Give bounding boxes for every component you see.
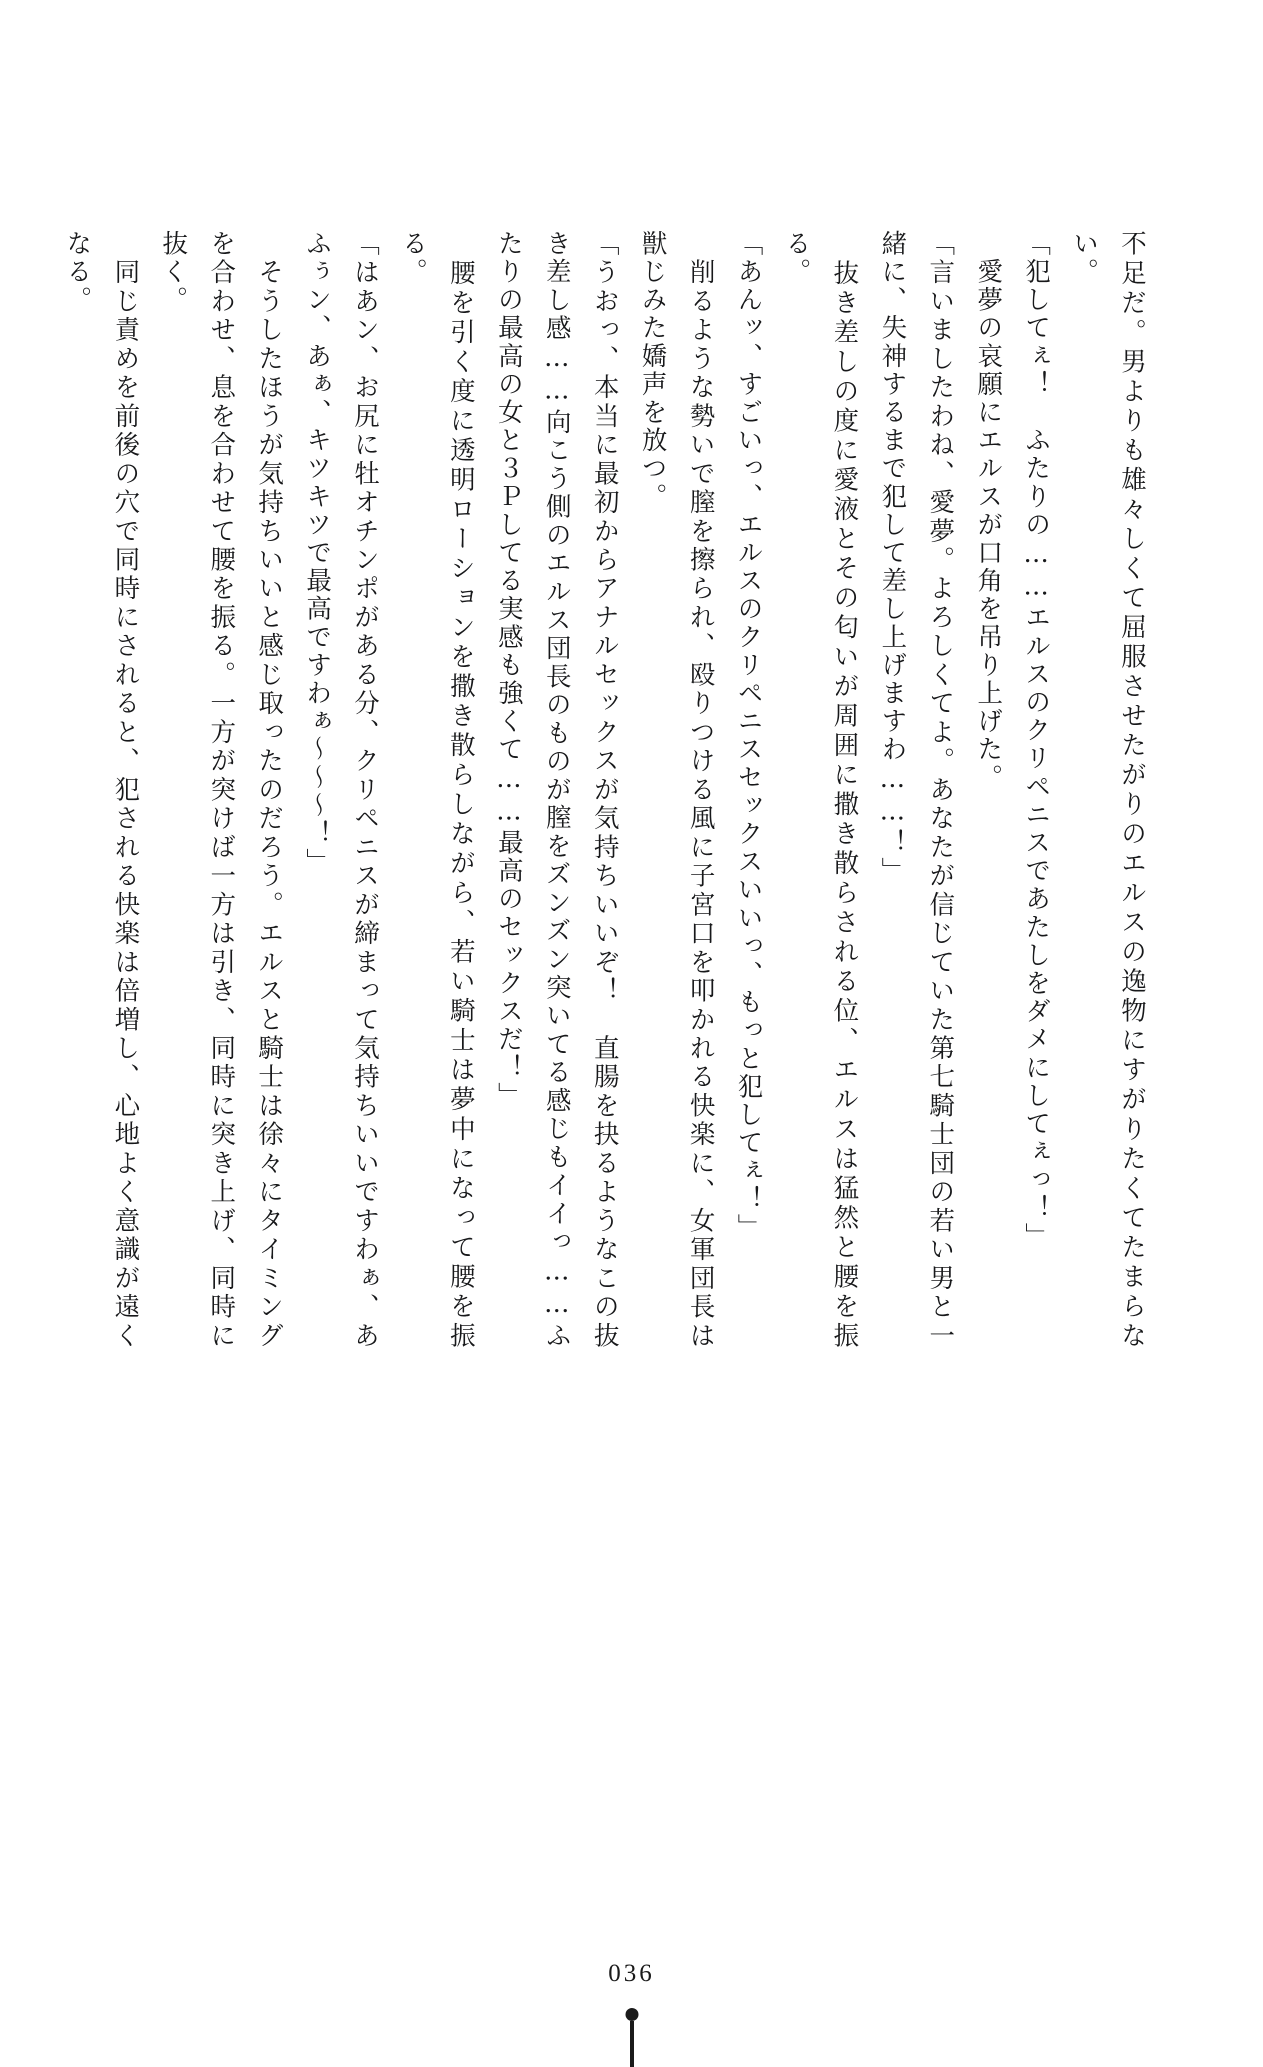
paragraph: 同じ責めを前後の穴で同時にされると、犯される快楽は倍増し、心地よく意識が遠くなる。 — [62, 230, 141, 1350]
paragraph: 「犯してぇ！ ふたりの……エルスのクリペニスであたしをダメにしてぇっ！」 — [1021, 230, 1052, 1251]
paragraph: 削るような勢いで膣を擦られ、殴りつける風に子宮口を叩かれる快楽に、女軍団長は獣じみた嬌声を放つ。 — [637, 230, 716, 1350]
paragraph: 腰を引く度に透明ローションを撒き散らしながら、若い騎士は夢中になって腰を振る。 — [397, 230, 476, 1350]
paragraph: 「言いましたわね、愛夢。よろしくてよ。あなたが信じていた第七騎士団の若い男と一緒に、失神するまで犯して差し上げますわ……！」 — [877, 230, 956, 1350]
folio-ornament — [624, 2008, 640, 2066]
page-text-body — [62, 230, 1155, 1350]
paragraph: そうしたほうが気持ちいいと感じ取ったのだろう。エルスと騎士は徐々にタイミングを合わせ、息を合わせて腰を振る。一方が突けば一方は引き、同時に突き上げ、同時に抜く。 — [158, 230, 285, 1350]
paragraph: 「はあン、お尻に牡オチンポがある分、クリペニスが締まって気持ちいいですわぁ、あふぅン、あぁ、キツキツで最高ですわぁ～～～！」 — [302, 230, 380, 1350]
page-number: 036 — [608, 1960, 655, 1987]
paragraph: 愛夢の哀願にエルスが口角を吊り上げた。 — [973, 230, 1004, 792]
ornament-dot-icon — [625, 2008, 638, 2021]
ornament-stem-icon — [630, 2021, 634, 2067]
paragraph: 「あんッ、すごいっ、エルスのクリペニスセックスいいっ、もっと犯してぇ！」 — [733, 230, 764, 1242]
paragraph: 抜き差しの度に愛液とその匂いが周囲に撒き散らされる位、エルスは猛然と腰を振る。 — [781, 230, 860, 1350]
paragraph: 「うおっ、本当に最初からアナルセックスが気持ちいいぞ！ 直腸を抉るようなこの抜き差し感……向こう側のエルス団長のものが膣をズンズン突いてる感じもイイっ……ふたりの最高の女と３Ｐしてる実感も強くて……最高のセックスだ！」 — [493, 230, 620, 1350]
paragraph: 不足だ。男よりも雄々しくて屈服させたがりのエルスの逸物にすがりたくてたまらない。 — [1069, 230, 1147, 1350]
